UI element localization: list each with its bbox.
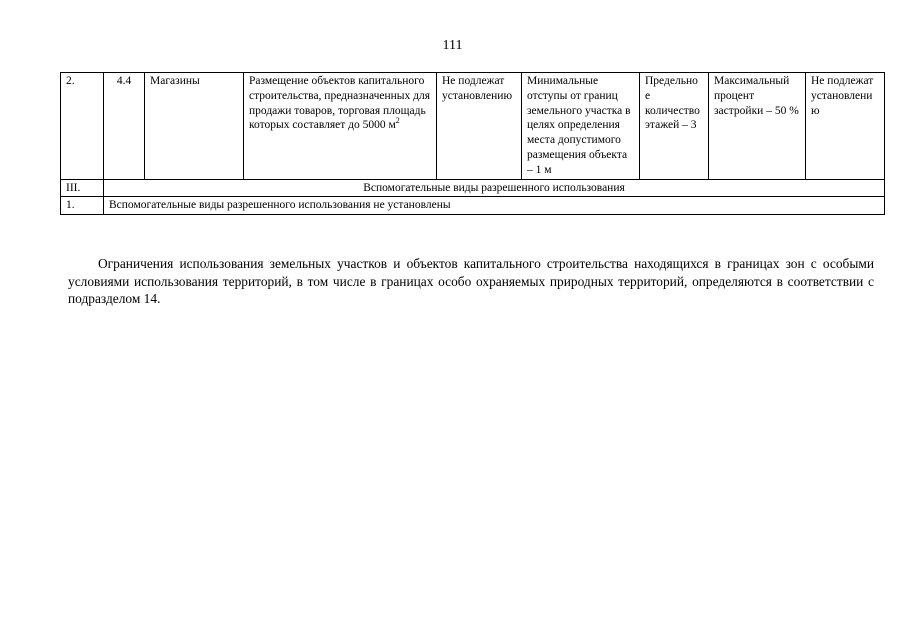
use-name-cell: Магазины bbox=[145, 73, 244, 180]
setback-cell: Минимальные отступы от границ земельного участка в целях определения места допустимого размещения объекта – 1 м bbox=[522, 73, 640, 180]
row-number-cell: 2. bbox=[61, 73, 104, 180]
section-title-cell: Вспомогательные виды разрешенного использования bbox=[104, 179, 885, 197]
item-text-cell: Вспомогательные виды разрешенного использования не установлены bbox=[104, 197, 885, 215]
other-params-cell: Не подлежат установлению bbox=[806, 73, 885, 180]
table-row bbox=[61, 73, 885, 180]
page-number: 111 bbox=[442, 38, 463, 53]
item-number-cell: 1. bbox=[61, 197, 104, 215]
plot-size-cell: Не подлежат установлению bbox=[437, 73, 522, 180]
description-text: Размещение объектов капитального строительства, предназначенных для продажи товаров, торговая площадь которых составляет до 5000 м bbox=[249, 75, 431, 132]
table-row bbox=[61, 197, 885, 215]
description-cell bbox=[244, 73, 437, 180]
superscript: 2 bbox=[395, 116, 400, 126]
coverage-cell: Максимальный процент застройки – 50 % bbox=[709, 73, 806, 180]
section-row bbox=[61, 179, 885, 197]
body-paragraph: Ограничения использования земельных участков и объектов капитального строительства находящихся в границах зон с особыми условиями использования территорий, в том числе в границах особо охраняемых природных территорий, определяются в соответствии с подразделом 14. bbox=[68, 256, 874, 307]
code-cell: 4.4 bbox=[104, 73, 145, 180]
floors-cell: Предельное количество этажей – 3 bbox=[640, 73, 709, 180]
regulation-table bbox=[60, 72, 885, 215]
section-number-cell: III. bbox=[61, 179, 104, 197]
